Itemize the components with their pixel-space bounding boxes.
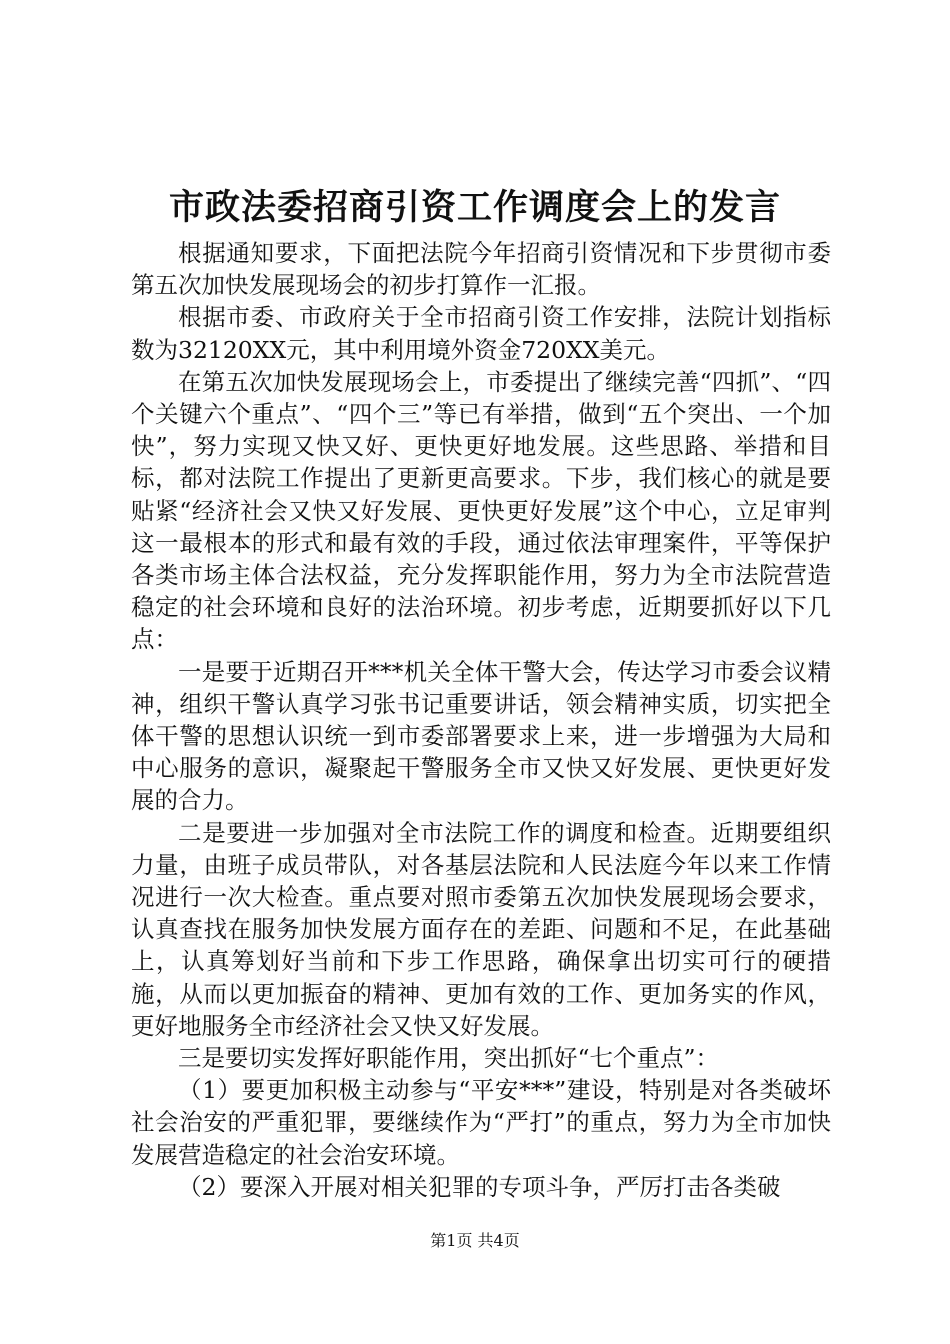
document-body bbox=[131, 237, 831, 1203]
paragraph: （1）要更加积极主动参与“平安***”建设，特别是对各类破坏社会治安的严重犯罪，要继续作为“严打”的重点，努力为全市加快发展营造稳定的社会治安环境。 bbox=[131, 1076, 831, 1169]
document-title: 市政法委招商引资工作调度会上的发言 bbox=[168, 187, 781, 228]
paragraph: 二是要进一步加强对全市法院工作的调度和检查。近期要组织力量，由班子成员带队，对各基层法院和人民法庭今年以来工作情况进行一次大检查。重点要对照市委第五次加快发展现场会要求，认真查找在服务加快发展方面存在的差距、问题和不足，在此基础上，认真筹划好当前和下步工作思路，确保拿出切实可行的硬措施，从而以更加振奋的精神、更加有效的工作、更加务实的作风，更好地服务全市经济社会又快又好发展。 bbox=[131, 818, 831, 1040]
paragraph: 一是要于近期召开***机关全体干警大会，传达学习市委会议精神，组织干警认真学习张书记重要讲话，领会精神实质，切实把全体干警的思想认识统一到市委部署要求上来，进一步增强为大局和中心服务的意识，凝聚起干警服务全市又快又好发展、更快更好发展的合力。 bbox=[131, 657, 831, 815]
paragraph: 根据通知要求，下面把法院今年招商引资情况和下步贯彻市委第五次加快发展现场会的初步打算作一汇报。 bbox=[131, 239, 831, 300]
page-footer: 第1页 共4页 bbox=[430, 1231, 520, 1250]
paragraph: 根据市委、市政府关于全市招商引资工作安排，法院计划指标数为32120XX元，其中利用境外资金720XX美元。 bbox=[131, 303, 831, 364]
paragraph: 在第五次加快发展现场会上，市委提出了继续完善“四抓”、“四个关键六个重点”、“四个三”等已有举措，做到“五个突出、一个加快”，努力实现又快又好、更快更好地发展。这些思路、举措和目标，都对法院工作提出了更新更高要求。下步，我们核心的就是要贴紧“经济社会又快又好发展、更快更好发展”这个中心，立足审判这一最根本的形式和最有效的手段，通过依法审理案件，平等保护各类市场主体合法权益，充分发挥职能作用，努力为全市法院营造稳定的社会环境和良好的法治环境。初步考虑，近期要抓好以下几点： bbox=[131, 367, 831, 654]
paragraph: 三是要切实发挥好职能作用，突出抓好“七个重点”： bbox=[178, 1044, 720, 1073]
paragraph: （2）要深入开展对相关犯罪的专项斗争，严厉打击各类破 bbox=[178, 1172, 781, 1201]
